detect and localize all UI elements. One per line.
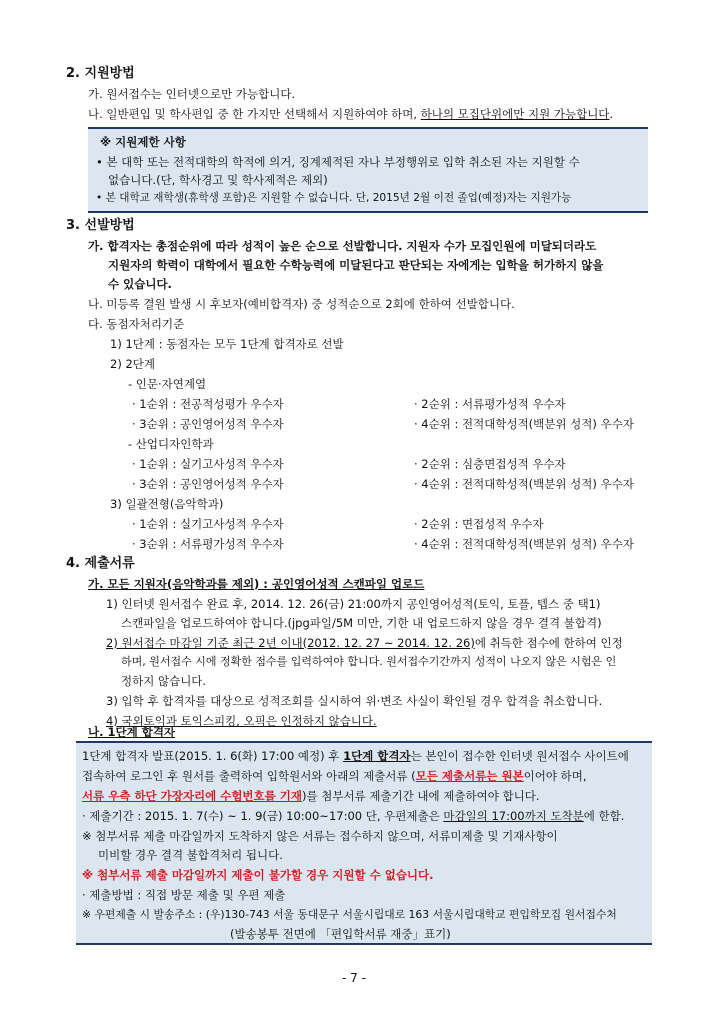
notice-line-4 — [82, 808, 624, 824]
h-rank-3: · 3순위 : 공인영어성적 우수자 — [132, 417, 284, 431]
d-rank-1: · 1순위 : 실기고사성적 우수자 — [132, 457, 284, 471]
restriction-line-1: • 본 대학 또는 전적대학의 학적에 의거, 징계제적된 자나 부정행위로 입학 취소된 자는 지원할 수 — [96, 155, 580, 169]
s4-g4: 4) 국외토익과 토익스피킹, 오픽은 인정하지 않습니다. — [106, 714, 377, 728]
restriction-line-3: • 본 대학교 재학생(휴학생 포함)은 지원할 수 없습니다. 단, 2015년 2월 이전 졸업(예정)자는 지원가능 — [96, 192, 572, 204]
notice-l3-b: )를 첨부서류 제출기간 내에 제출하여야 합니다. — [301, 789, 540, 803]
s3-d1: 1) 1단계 : 동점자는 모두 1단계 합격자로 선발 — [110, 337, 344, 351]
s4-g2-line-1 — [106, 635, 623, 651]
s4-g3: 3) 입학 후 합격자를 대상으로 성적조회를 실시하여 위·변조 사실이 확인될 경우 합격을 취소합니다. — [106, 694, 603, 708]
restriction-line-2: 없습니다.(단, 학사경고 및 학사제적은 제외) — [108, 173, 328, 187]
s4-na: 나. 1단계 합격자 — [88, 725, 176, 739]
s4-ga: 가. 모든 지원자(음악학과를 제외) : 공인영어성적 스캔파일 업로드 — [88, 577, 425, 591]
notice-l4-c: 에 한함. — [583, 809, 625, 823]
s3-ga-line-3: 수 있습니다. — [108, 277, 172, 291]
page-number: - 7 - — [342, 971, 366, 985]
s4-g2-underlined: 2) 원서접수 마감일 기준 최근 2년 이내(2012. 12. 27 ~ 2014. 12. 26) — [106, 636, 475, 650]
d-rank-2: · 2순위 : 심층면접성적 우수자 — [414, 457, 566, 471]
d-rank-3: · 3순위 : 공인영어성적 우수자 — [132, 477, 284, 491]
s3-humanities: - 인문·자연계열 — [128, 377, 207, 391]
notice-line-3 — [82, 788, 539, 804]
section-3-title: 3. 선발방법 — [66, 218, 135, 233]
s4-g2-rest: 에 취득한 점수에 한하여 인정 — [474, 636, 623, 650]
stage1-notice-box — [76, 741, 652, 945]
h-rank-4: · 4순위 : 전적대학성적(백분위 성적) 우수자 — [414, 417, 634, 431]
notice-line-9: ※ 우편제출 시 발송주소 : (우)130-743 서울 동대문구 서울시립대로 163 서울시립대학교 편입학모집 원서접수처 — [82, 908, 617, 921]
notice-l2-a: 접속하여 로그인 후 원서를 출력하여 입학원서와 아래의 제출서류 ( — [82, 769, 416, 783]
s4-g2-line-2: 하며, 원서접수 시에 정확한 점수를 입력하여야 합니다. 원서접수기간까지 성적이 나오지 않은 시험은 인 — [121, 655, 617, 668]
m-rank-3: · 3순위 : 서류평가성적 우수자 — [132, 537, 284, 551]
s3-na: 나. 미등록 결원 발생 시 후보자(예비합격자) 중 성적순으로 2회에 한하여 선발합니다. — [88, 297, 515, 311]
s3-d2: 2) 2단계 — [110, 357, 155, 371]
section-4-title: 4. 제출서류 — [66, 556, 135, 571]
s2-na-text: 나. 일반편입 및 학사편입 중 한 가지만 선택해서 지원하여야 하며, — [88, 107, 421, 121]
notice-line-2 — [82, 768, 587, 784]
s2-na-underlined: 하나의 모집단위에만 지원 가능합니다 — [420, 107, 610, 121]
s3-design: - 산업디자인학과 — [128, 437, 214, 451]
notice-l1-c: 는 본인이 접수한 인터넷 원서접수 사이트에 — [410, 749, 629, 763]
notice-l1-b: 1단계 합격자 — [343, 749, 411, 763]
s4-g1-line-2: 스캔파일을 업로드하여야 합니다.(jpg파일/5M 미만, 기한 내 업로드하지 않을 경우 결격 불합격) — [121, 616, 602, 630]
notice-line-1 — [82, 748, 629, 764]
m-rank-1: · 1순위 : 실기고사성적 우수자 — [132, 517, 284, 531]
notice-line-8: · 제출방법 : 직접 방문 제출 및 우편 제출 — [82, 888, 286, 902]
s2-item-ga: 가. 원서접수는 인터넷으로만 가능합니다. — [88, 87, 296, 101]
notice-line-10: (발송봉투 전면에 「편입학서류 재중」표기) — [230, 927, 451, 941]
s2-na-end: . — [609, 107, 614, 121]
notice-line-5: ※ 첨부서류 제출 마감일까지 도착하지 않은 서류는 접수하지 않으며, 서류미제출 및 기재사항이 — [82, 829, 558, 843]
m-rank-2: · 2순위 : 면접성적 우수자 — [414, 517, 544, 531]
restriction-box — [88, 127, 648, 213]
h-rank-1: · 1순위 : 전공적성평가 우수자 — [132, 397, 284, 411]
notice-l2-b: 모든 제출서류는 원본 — [415, 769, 524, 783]
notice-l2-c: 이어야 하며, — [523, 769, 587, 783]
notice-l1-a: 1단계 합격자 발표(2015. 1. 6(화) 17:00 예정) 후 — [82, 749, 344, 763]
h-rank-2: · 2순위 : 서류평가성적 우수자 — [414, 397, 566, 411]
d-rank-4: · 4순위 : 전적대학성적(백분위 성적) 우수자 — [414, 477, 634, 491]
section-2-title: 2. 지원방법 — [66, 66, 135, 81]
s4-g2-line-3: 정하지 않습니다. — [121, 674, 207, 688]
notice-l4-a: · 제출기간 : 2015. 1. 7(수) ~ 1. 9(금) 10:00~17:00 단, 우편제출은 — [82, 809, 444, 823]
notice-l4-b: 마감일의 17:00까지 도착분 — [443, 809, 584, 823]
s2-item-na — [88, 106, 613, 122]
m-rank-4: · 4순위 : 전적대학성적(백분위 성적) 우수자 — [414, 537, 634, 551]
notice-line-7: ※ 첨부서류 제출 마감일까지 제출이 불가할 경우 지원할 수 없습니다. — [82, 868, 434, 882]
s3-ga-line-2: 지원자의 학력이 대학에서 필요한 수학능력에 미달된다고 판단되는 자에게는 입학을 허가하지 않을 — [108, 258, 604, 272]
s4-g1-line-1: 1) 인터넷 원서접수 완료 후, 2014. 12. 26(금) 21:00까지 공인영어성적(토익, 토플, 텝스 중 택1) — [106, 597, 601, 611]
s3-ga-line-1: 가. 합격자는 총점순위에 따라 성적이 높은 순으로 선발합니다. 지원자 수가 모집인원에 미달되더라도 — [88, 239, 597, 253]
s3-da: 다. 동점자처리기준 — [88, 317, 185, 331]
notice-line-6: 미비할 경우 결격 불합격처리 됩니다. — [98, 848, 283, 862]
s3-d3: 3) 일괄전형(음악학과) — [110, 497, 224, 511]
restriction-title: ※ 지원제한 사항 — [100, 135, 186, 149]
notice-l3-a: 서류 우측 하단 가장자리에 수험번호를 기재 — [82, 789, 302, 803]
